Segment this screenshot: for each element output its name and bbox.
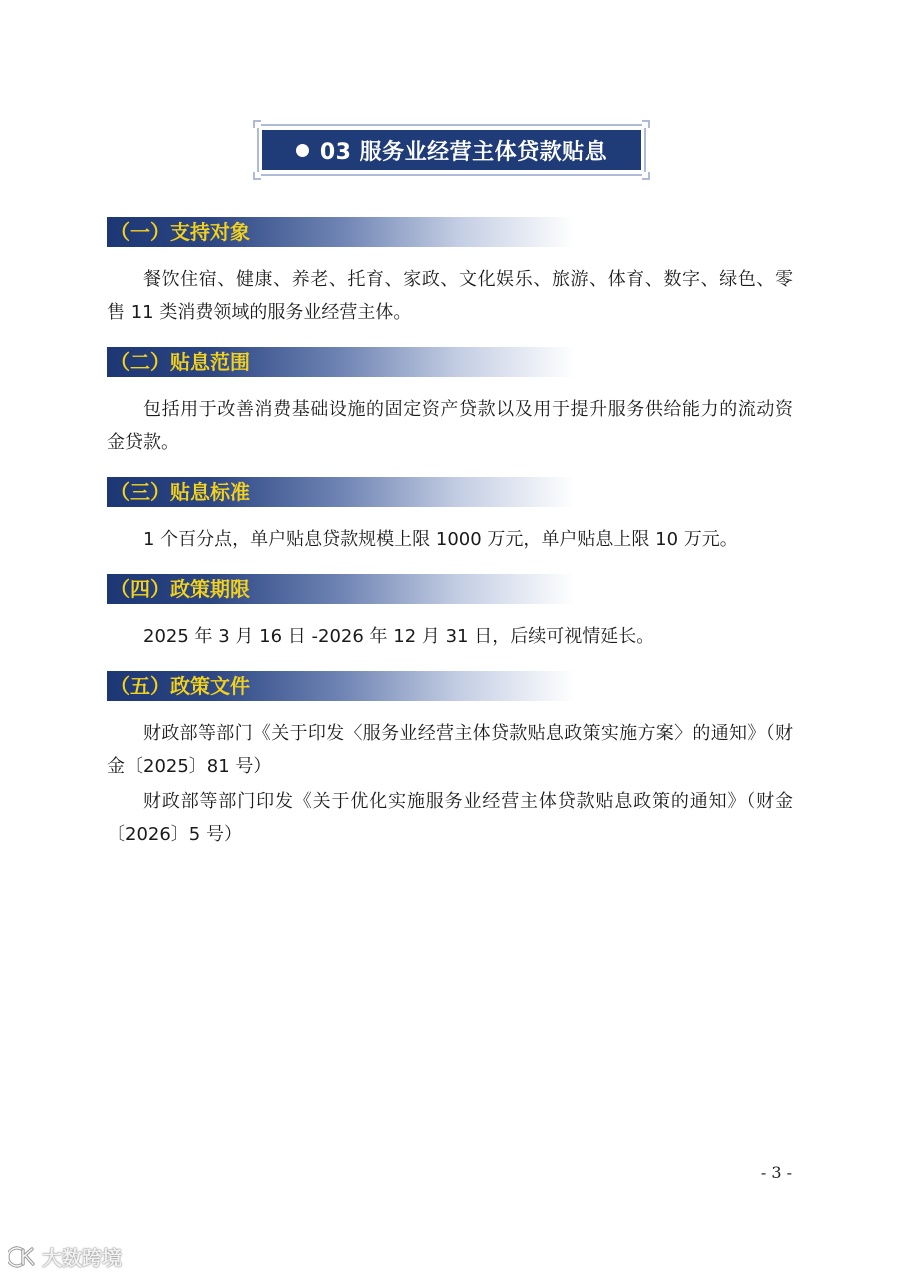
section-subsidy-standard (107, 477, 793, 556)
text-line: 餐饮住宿、健康、养老、托育、家政、文化娱乐、旅游、体育、数字、绿色、零 (143, 269, 793, 290)
watermark (8, 1242, 122, 1271)
text-line: 财政部等部门印发《关于优化实施服务业经营主体贷款贴息政策的通知》（财金 (143, 791, 793, 812)
paragraph (107, 717, 793, 783)
text-line: 〔2026〕5 号） (107, 824, 242, 845)
document-body (107, 217, 793, 869)
watermark-text: 大数跨境 (42, 1246, 122, 1270)
section-heading: （一）支持对象 (107, 217, 575, 247)
text-line: 售 11 类消费领域的服务业经营主体。 (107, 302, 412, 323)
section-policy-period (107, 574, 793, 653)
frame-corner-ornament (642, 172, 650, 180)
title-banner (257, 124, 646, 176)
bullet-dot-icon (296, 144, 309, 157)
text-line: 包括用于改善消费基础设施的固定资产贷款以及用于提升服务供给能力的流动资 (143, 399, 793, 420)
frame-corner-ornament (253, 120, 261, 128)
section-policy-documents (107, 671, 793, 851)
frame-corner-ornament (253, 172, 261, 180)
title-box (262, 130, 641, 170)
section-heading: （五）政策文件 (107, 671, 575, 701)
section-subsidy-scope (107, 347, 793, 459)
section-heading: （三）贴息标准 (107, 477, 575, 507)
brand-logo-icon (8, 1245, 38, 1269)
text-line: 金贷款。 (107, 432, 179, 453)
frame-corner-ornament (642, 120, 650, 128)
paragraph (107, 620, 793, 653)
text-line: 1 个百分点，单户贴息贷款规模上限 1000 万元，单户贴息上限 10 万元。 (143, 529, 738, 550)
page-title: 03 服务业经营主体贷款贴息 (319, 139, 608, 165)
text-line: 金〔2025〕81 号） (107, 756, 272, 777)
page-number: - 3 - (760, 1163, 792, 1182)
section-heading: （四）政策期限 (107, 574, 575, 604)
paragraph (107, 785, 793, 851)
paragraph (107, 523, 793, 556)
section-support-targets (107, 217, 793, 329)
text-line: 财政部等部门《关于印发〈服务业经营主体贷款贴息政策实施方案〉的通知》（财 (143, 723, 793, 744)
section-heading: （二）贴息范围 (107, 347, 575, 377)
text-line: 2025 年 3 月 16 日 -2026 年 12 月 31 日，后续可视情延长。 (143, 626, 655, 647)
paragraph (107, 393, 793, 459)
paragraph (107, 263, 793, 329)
